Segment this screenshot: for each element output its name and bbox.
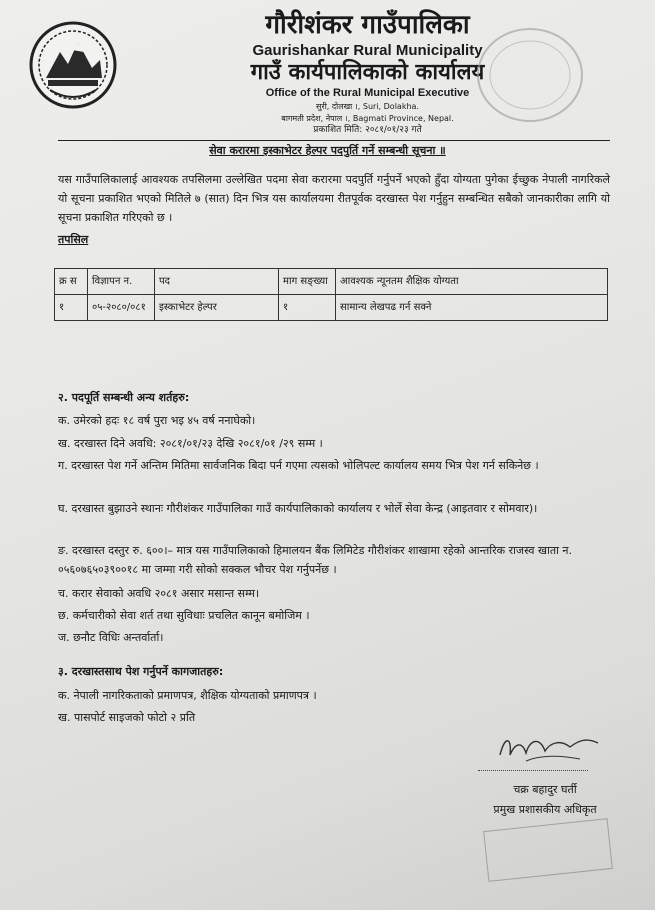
- signatory-name: चक्र बहादुर घर्ती: [513, 783, 577, 796]
- table-cell: १: [279, 295, 336, 321]
- table-header-cell: विज्ञापन न.: [88, 269, 155, 295]
- office-stamp-icon: [470, 20, 590, 130]
- address-line-1: सुरी, दोलखा ।, Suri, Dolakha.: [316, 102, 419, 111]
- notice-paragraph: यस गाउँपालिकालाई आवश्यक तपसिलमा उल्लेखित पदमा सेवा करारमा पदपुर्ति गर्नुपर्ने भएको हुँदा योग्यता पुगेका ईच्छुक नेपाली नागरिकले यो सूचना प्रकाशित भएको मितिले ७ (सात) दिन भित्र यस कार्यालयमा रीतपूर्वक दरखास्त पेश गर्नुहुन सम्बन्धित सबैको जानकारीका लागि यो सूचना प्रकाशित गरिएको छ ।: [58, 173, 610, 224]
- table-header-cell: आवश्यक न्यूनतम शैक्षिक योग्यता: [336, 269, 608, 295]
- list-item: क. नेपाली नागरिकताको प्रमाणपत्र, शैक्षिक योग्यताको प्रमाणपत्र ।: [58, 689, 317, 702]
- table-cell: इस्काभेटर हेल्पर: [155, 295, 279, 321]
- office-name-nepali: गाउँ कार्यपालिकाको कार्यालय: [250, 60, 485, 85]
- table-header-cell: पद: [155, 269, 279, 295]
- section-2-heading: २. पदपूर्ति सम्बन्धी अन्य शर्तहरु:: [58, 391, 190, 404]
- table-cell: ०५-२०८०/०८१: [88, 295, 155, 321]
- municipality-emblem-icon: [28, 20, 118, 110]
- signatory-title: प्रमुख प्रशासकीय अधिकृत: [493, 803, 597, 816]
- address-line-2: बागमती प्रदेश, नेपाल ।, Bagmati Province, Nepal.: [281, 114, 454, 123]
- table-cell: १: [55, 295, 88, 321]
- table-header-cell: माग सङ्ख्या: [279, 269, 336, 295]
- signature-icon: [430, 725, 610, 770]
- list-item: च. करार सेवाको अवधि २०८१ असार मसान्त सम्म।: [58, 587, 260, 600]
- municipality-name-english: Gaurishankar Rural Municipality: [252, 42, 483, 59]
- details-subheading: तपसिल: [58, 233, 89, 246]
- list-item: छ. कर्मचारीको सेवा शर्त तथा सुविधाः प्रचलित कानून बमोजिम ।: [58, 609, 310, 622]
- list-item: ख. दरखास्त दिने अवधि: २०८१/०१/२३ देखि २०८१/०१ /२९ सम्म ।: [58, 437, 323, 450]
- table-header-row: [55, 269, 608, 295]
- list-item: ज. छनौट विधिः अन्तर्वार्ता।: [58, 631, 164, 644]
- published-date: प्रकाशित मिति: २०८१/०१/२३ गते: [313, 125, 422, 135]
- name-stamp-icon: [478, 815, 618, 885]
- table-cell: सामान्य लेखपढ गर्न सक्ने: [336, 295, 608, 321]
- signature-line: [478, 770, 588, 771]
- list-item: घ. दरखास्त बुझाउने स्थानः गौरीशंकर गाउँपालिका गाउँ कार्यपालिकाको कार्यालय र भोर्ले सेवा केन्द्र (आइतवार र सोमवार)।: [58, 502, 538, 515]
- list-item: ङ. दरखास्त दस्तुर रु. ६००।– मात्र यस गाउँपालिकाको हिमालयन बैंक लिमिटेड गौरीशंकर शाखामा रहेको आन्तरिक राजस्व खाता न. ०५६०७६५०३९००१८ मा जम्मा गरी सोको सक्कल भौचर पेश गर्नुपर्नेछ ।: [58, 544, 573, 576]
- list-item: ग. दरखास्त पेश गर्ने अन्तिम मितिमा सार्वजनिक बिदा पर्न गएमा त्यसको भोलिपल्ट कार्यालय समय भित्र पेश गर्न सकिनेछ ।: [58, 459, 539, 472]
- list-item: ख. पासपोर्ट साइजको फोटो २ प्रति: [58, 711, 196, 724]
- municipality-name-nepali: गौरीशंकर गाउँपालिका: [265, 10, 470, 40]
- notice-title: सेवा करारमा इस्काभेटर हेल्पर पदपुर्ति गर्ने सम्बन्धी सूचना ॥: [209, 144, 446, 157]
- header-divider: [58, 140, 610, 141]
- table-row: [55, 295, 608, 321]
- table-header-cell: क्र स: [55, 269, 88, 295]
- section-3-heading: ३. दरखास्तसाथ पेश गर्नुपर्ने कागजातहरु:: [58, 665, 224, 678]
- office-name-english: Office of the Rural Municipal Executive: [265, 87, 470, 99]
- list-item: क. उमेरको हदः १८ वर्ष पुरा भइ ४५ वर्ष ननाघेको।: [58, 414, 256, 427]
- vacancy-table: [54, 268, 608, 321]
